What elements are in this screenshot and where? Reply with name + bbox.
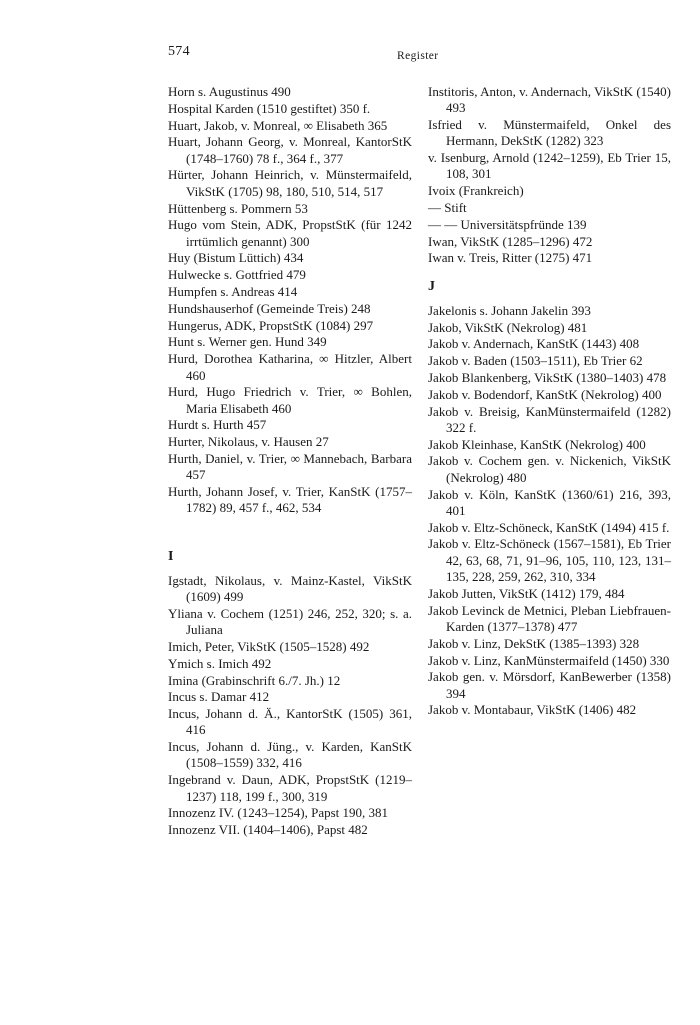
index-entry: Incus s. Damar 412 — [168, 689, 270, 705]
index-entry: Hurd, Dorothea Katharina, ∞ Hitzler, Albert 460 — [168, 351, 412, 383]
index-entry: Humpfen s. Andreas 414 — [168, 284, 298, 300]
index-entry: Jakob v. Eltz-Schöneck (1567–1581), Eb Trier 42, 63, 68, 71, 91–96, 105, 110, 123, 131–135, 228, 259, 262, 310, 334 — [428, 536, 671, 585]
index-entry: Jakob Levinck de Metnici, Pleban Liebfrauen-Karden (1377–1378) 477 — [428, 602, 671, 634]
running-head: Register — [397, 50, 439, 62]
index-entry: Hundshauserhof (Gemeinde Treis) 248 — [168, 300, 371, 316]
index-entry: Jakob v. Bodendorf, KanStK (Nekrolog) 400 — [428, 386, 662, 402]
index-entry: Hunt s. Werner gen. Hund 349 — [168, 334, 327, 350]
index-entry: Hugo vom Stein, ADK, PropstStK (für 1242 irrtümlich genannt) 300 — [168, 217, 412, 249]
index-entry: Huart, Johann Georg, v. Monreal, KantorStK (1748–1760) 78 f., 364 f., 377 — [168, 134, 412, 166]
letter-heading-i: I — [168, 548, 174, 564]
index-entry: Jakob v. Breisig, KanMünstermaifeld (1282) 322 f. — [428, 403, 671, 435]
index-entry: Ingebrand v. Daun, ADK, PropstStK (1219–1237) 118, 199 f., 300, 319 — [168, 772, 412, 804]
index-entry: Hürter, Johann Heinrich, v. Münstermaifeld, VikStK (1705) 98, 180, 510, 514, 517 — [168, 167, 412, 199]
index-entry: Jakob v. Linz, DekStK (1385–1393) 328 — [428, 635, 640, 651]
index-entry: Ivoix (Frankreich) — [428, 183, 524, 199]
index-entry: Hurth, Johann Josef, v. Trier, KanStK (1757–1782) 89, 457 f., 462, 534 — [168, 484, 412, 516]
index-entry: Isfried v. Münstermaifeld, Onkel des Hermann, DekStK (1282) 323 — [428, 117, 671, 149]
index-entry: Jakob v. Andernach, KanStK (1443) 408 — [428, 336, 640, 352]
index-entry: Iwan, VikStK (1285–1296) 472 — [428, 233, 593, 249]
index-entry: Hurd, Hugo Friedrich v. Trier, ∞ Bohlen, Maria Elisabeth 460 — [168, 384, 412, 416]
entries-i-continued — [428, 84, 671, 267]
index-entry: Jakob v. Cochem gen. v. Nickenich, VikStK (Nekrolog) 480 — [428, 453, 671, 485]
letter-heading-j: J — [428, 278, 435, 294]
index-entry: Yliana v. Cochem (1251) 246, 252, 320; s. a. Juliana — [168, 605, 412, 638]
index-entry: Innozenz VII. (1404–1406), Papst 482 — [168, 822, 368, 838]
index-entry: Hurdt s. Hurth 457 — [168, 417, 267, 433]
index-entry: Jakob, VikStK (Nekrolog) 481 — [428, 319, 588, 335]
index-entry: Jakob Jutten, VikStK (1412) 179, 484 — [428, 585, 625, 601]
entries-h — [168, 84, 412, 517]
index-entry: Jakob v. Montabaur, VikStK (1406) 482 — [428, 702, 637, 718]
index-entry: Iwan v. Treis, Ritter (1275) 471 — [428, 250, 593, 266]
index-entry: v. Isenburg, Arnold (1242–1259), Eb Trier 15, 108, 301 — [428, 150, 671, 182]
index-entry: Imich, Peter, VikStK (1505–1528) 492 — [168, 638, 370, 654]
index-entry: Huart, Jakob, v. Monreal, ∞ Elisabeth 365 — [168, 117, 388, 133]
index-entry: Incus, Johann d. Jüng., v. Karden, KanStK (1508–1559) 332, 416 — [168, 739, 412, 771]
index-entry: Hungerus, ADK, PropstStK (1084) 297 — [168, 317, 374, 333]
index-entry: Ymich s. Imich 492 — [168, 655, 272, 671]
index-entry: Incus, Johann d. Ä., KantorStK (1505) 361, 416 — [168, 706, 412, 738]
index-entry: Jakob v. Baden (1503–1511), Eb Trier 62 — [428, 353, 643, 369]
index-entry: Jakelonis s. Johann Jakelin 393 — [428, 302, 591, 318]
index-entry: Jakob v. Eltz-Schöneck, KanStK (1494) 415 f. — [428, 519, 670, 535]
index-entry: Hüttenberg s. Pommern 53 — [168, 200, 308, 216]
left-column — [168, 84, 412, 839]
index-entry: Hurth, Daniel, v. Trier, ∞ Mannebach, Barbara 457 — [168, 451, 412, 483]
index-entry: Horn s. Augustinus 490 — [168, 84, 291, 99]
index-entry: Imina (Grabinschrift 6./7. Jh.) 12 — [168, 672, 341, 688]
index-entry: Jakob Blankenberg, VikStK (1380–1403) 478 — [428, 369, 667, 385]
index-entry: Hospital Karden (1510 gestiftet) 350 f. — [168, 100, 371, 116]
index-entry: Jakob v. Linz, KanMünstermaifeld (1450) 330 — [428, 652, 670, 668]
entries-j — [428, 303, 671, 719]
index-entry: Innozenz IV. (1243–1254), Papst 190, 381 — [168, 805, 389, 821]
index-entry: Huy (Bistum Lüttich) 434 — [168, 250, 304, 266]
index-entry: Jakob v. Köln, KanStK (1360/61) 216, 393, 401 — [428, 486, 671, 518]
index-entry: — — Universitätspfründe 139 — [428, 216, 587, 232]
index-entry: Hurter, Nikolaus, v. Hausen 27 — [168, 434, 329, 450]
index-entry: Institoris, Anton, v. Andernach, VikStK (1540) 493 — [428, 84, 671, 116]
index-entry: Igstadt, Nikolaus, v. Mainz-Kastel, VikStK (1609) 499 — [168, 572, 412, 605]
right-column — [428, 84, 671, 719]
page-number: 574 — [168, 44, 190, 59]
index-entry: Jakob Kleinhase, KanStK (Nekrolog) 400 — [428, 436, 646, 452]
entries-i — [168, 573, 412, 839]
index-entry: — Stift — [428, 200, 467, 216]
index-entry: Hulwecke s. Gottfried 479 — [168, 267, 306, 283]
index-entry: Jakob gen. v. Mörsdorf, KanBewerber (1358) 394 — [428, 669, 671, 701]
